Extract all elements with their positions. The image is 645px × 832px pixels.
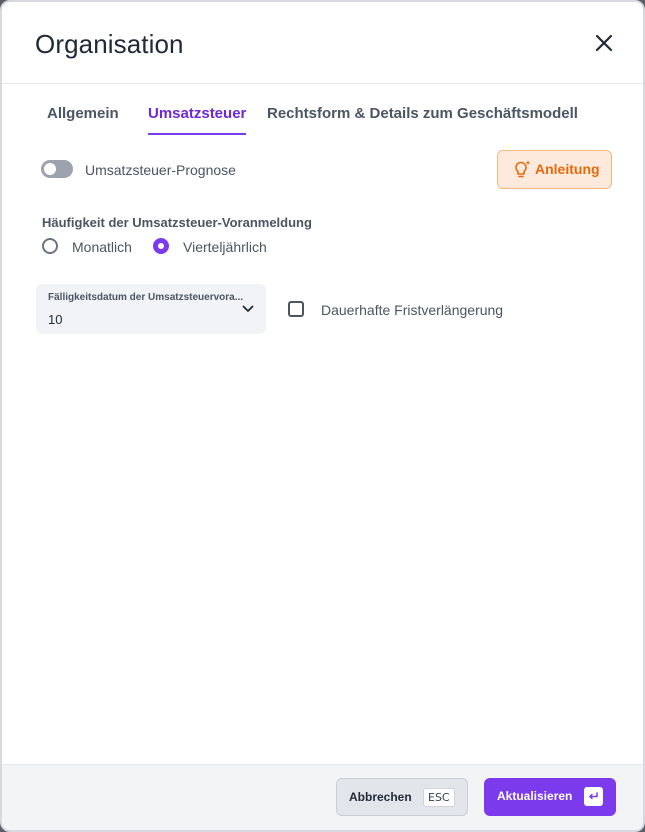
extension-checkbox-label[interactable]: Dauerhafte Fristverlängerung: [321, 302, 504, 318]
dialog-header: [2, 2, 643, 84]
forecast-toggle[interactable]: [41, 160, 73, 178]
guide-button[interactable]: [497, 150, 612, 189]
lightbulb-icon: [511, 159, 533, 181]
frequency-heading: Häufigkeit der Umsatzsteuer-Voranmeldung: [42, 215, 312, 230]
chevron-down-icon: [242, 305, 254, 313]
enter-key-icon: [584, 787, 603, 806]
radio-quarterly-label[interactable]: Vierteljährlich: [183, 239, 267, 255]
due-date-select-value: 10: [48, 312, 63, 327]
submit-button-label: Aktualisieren: [497, 789, 573, 803]
submit-button[interactable]: [484, 778, 616, 816]
due-date-select-label: Fälligkeitsdatum der Umsatzsteuervora...: [48, 292, 244, 303]
dialog-footer: [2, 764, 643, 830]
esc-shortcut-badge: ESC: [423, 788, 455, 807]
close-button[interactable]: [593, 32, 615, 54]
guide-button-label: Anleitung: [535, 161, 600, 177]
radio-quarterly[interactable]: [153, 238, 169, 254]
radio-monthly[interactable]: [42, 238, 58, 254]
close-icon: [593, 32, 615, 54]
radio-monthly-label[interactable]: Monatlich: [72, 239, 132, 255]
cancel-button[interactable]: [336, 778, 468, 816]
forecast-toggle-label: Umsatzsteuer-Prognose: [85, 162, 236, 178]
tab-umsatzsteuer[interactable]: Umsatzsteuer: [148, 105, 246, 135]
cancel-button-label: Abbrechen: [349, 790, 412, 804]
tab-allgemein[interactable]: Allgemein: [47, 105, 119, 122]
dialog-title: Organisation: [35, 29, 184, 59]
due-date-select[interactable]: [36, 284, 266, 334]
extension-checkbox[interactable]: [288, 301, 304, 317]
tab-bar: [2, 84, 643, 136]
toggle-knob: [44, 163, 56, 175]
tab-rechtsform[interactable]: Rechtsform & Details zum Geschäftsmodell: [267, 105, 578, 122]
